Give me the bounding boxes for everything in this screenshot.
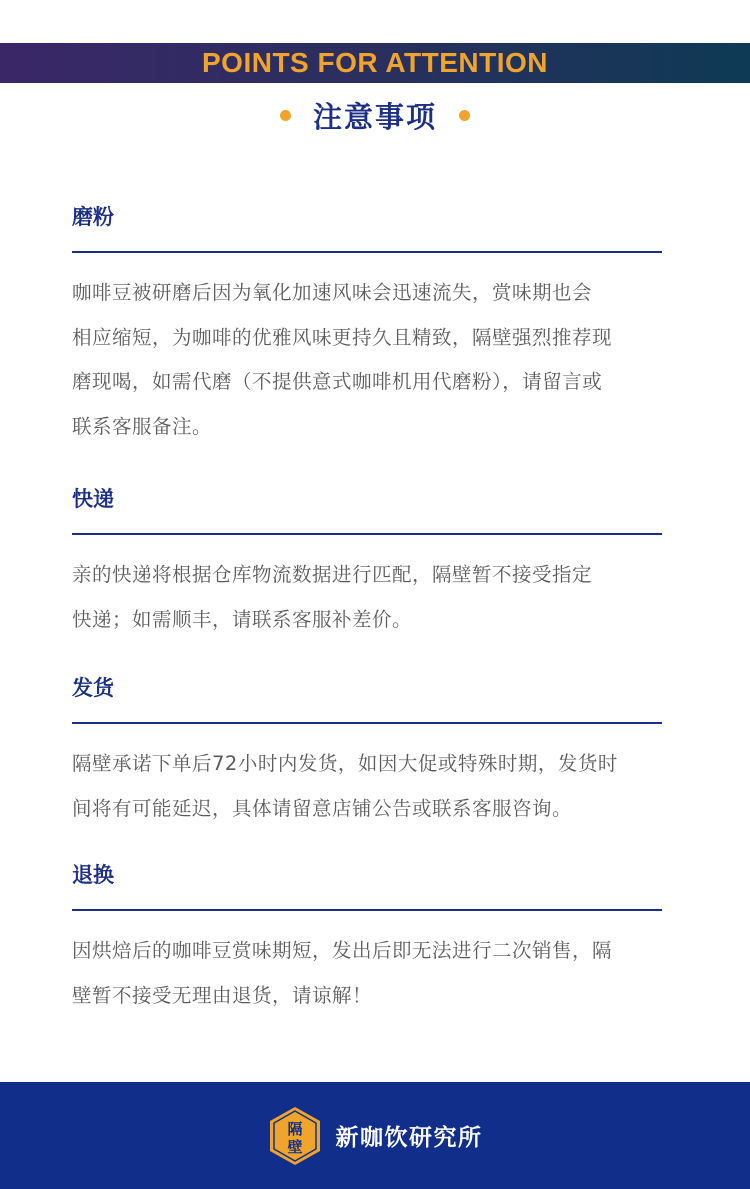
brand-name: 新咖饮研究所 (335, 1125, 483, 1151)
body-line: 快递；如需顺丰，请联系客服补差价。 (72, 607, 413, 631)
body-line: 磨现喝，如需代磨（不提供意式咖啡机用代磨粉），请留言或 (72, 370, 603, 393)
body-line: 隔壁承诺下单后72小时内发货，如因大促或特殊时期，发货时 (72, 752, 618, 775)
body-line: 间将有可能延迟，具体请留意店铺公告或联系客服咨询。 (72, 796, 573, 820)
body-line: 咖啡豆被研磨后因为氧化加速风味会迅速流失，赏味期也会 (72, 281, 593, 304)
section-body (72, 929, 662, 1018)
section-divider (72, 251, 662, 253)
section-title: 磨粉 (72, 205, 114, 229)
section-title: 退换 (72, 863, 114, 887)
section-divider (72, 533, 662, 535)
subtitle-row (0, 94, 750, 136)
section-body (72, 553, 662, 642)
section-divider (72, 722, 662, 724)
brand-logo-icon (268, 1106, 322, 1166)
body-line: 相应缩短，为咖啡的优雅风味更持久且精致，隔壁强烈推荐现 (72, 325, 613, 349)
body-line: 因烘焙后的咖啡豆赏味期短，发出后即无法进行二次销售，隔 (72, 939, 613, 962)
section-body (72, 271, 662, 449)
section-shipping (72, 673, 662, 831)
banner-title: POINTS FOR ATTENTION (202, 47, 548, 78)
section-delivery (72, 484, 662, 642)
right-dot-icon (459, 110, 470, 121)
section-grinding (72, 202, 662, 449)
body-line: 亲的快递将根据仓库物流数据进行匹配，隔壁暂不接受指定 (72, 563, 593, 586)
section-returns (72, 860, 662, 1018)
logo-char: 隔 (286, 1119, 303, 1138)
attention-banner (0, 43, 750, 83)
footer-bar (0, 1082, 750, 1189)
logo-char: 壁 (286, 1137, 303, 1156)
body-line: 壁暂不接受无理由退货，请谅解！ (72, 983, 373, 1007)
body-line: 联系客服备注。 (72, 414, 213, 438)
page-subtitle: 注意事项 (312, 99, 437, 134)
left-dot-icon (280, 110, 291, 121)
section-title: 快递 (72, 487, 114, 511)
section-title: 发货 (72, 676, 114, 700)
section-divider (72, 909, 662, 911)
section-body (72, 742, 662, 831)
